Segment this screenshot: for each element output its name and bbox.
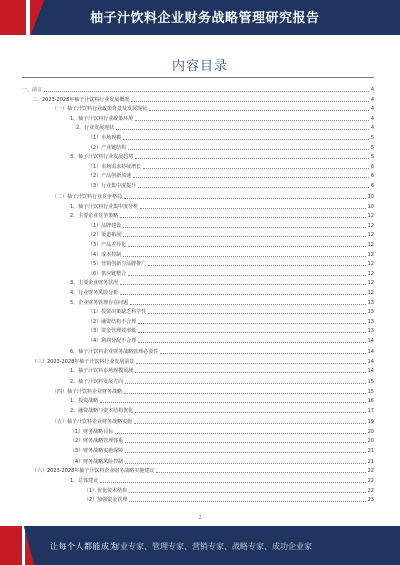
page-header xyxy=(0,0,400,35)
toc-entry[interactable] xyxy=(70,377,374,385)
toc-entry-title: 1、柚子汁饮料行业集中度分析 xyxy=(70,203,139,210)
toc-leader-dots xyxy=(120,294,365,295)
toc-leader-dots xyxy=(116,129,369,130)
toc-entry[interactable] xyxy=(70,114,374,122)
toc-entry-title: （1）优化资本结构 xyxy=(84,487,128,494)
toc-entry-title: （1）财务战略目标 xyxy=(70,428,114,435)
toc-entry-title: （2）融资结构不合理 xyxy=(88,318,137,325)
toc-entry-page: 21 xyxy=(367,447,374,454)
footer-tags: 行业专家、管理专家、营销专家、战略专家、成功企业家 xyxy=(112,542,312,551)
toc-entry[interactable] xyxy=(70,427,374,435)
toc-entry-title: （4）利润分配不合理 xyxy=(88,338,137,344)
toc-entry-title: 6、柚子汁饮料企业财务战略管理必要性 xyxy=(70,349,159,355)
toc-entry-page: 4 xyxy=(370,87,374,93)
toc-entry-title: （5）营销创新与品牌推广 xyxy=(88,261,147,268)
toc-entry-title: 2、柚子汁饮料发展方向 xyxy=(70,379,124,386)
toc-leader-dots xyxy=(125,452,365,453)
toc-leader-dots xyxy=(131,101,369,102)
toc-entry-page: 6 xyxy=(370,183,374,189)
toc-entry[interactable] xyxy=(70,288,374,296)
toc-entry-title: （3）产品差异化 xyxy=(88,242,127,248)
toc-entry[interactable] xyxy=(70,406,374,414)
toc-entry-page: 12 xyxy=(367,290,374,296)
toc-entry-title: 一、前言 xyxy=(22,87,43,93)
toc-entry-page: 4 xyxy=(370,115,374,122)
toc-entry[interactable] xyxy=(88,171,374,179)
toc-entry[interactable] xyxy=(88,143,374,151)
toc-leader-dots xyxy=(115,433,365,434)
toc-leader-dots xyxy=(125,383,365,384)
toc-entry-title: 二、2023-2028年柚子汁饮料行业发展概况 xyxy=(32,96,130,103)
toc-entry-title: （1）投资决策缺乏科学性 xyxy=(88,309,147,316)
toc-entry-title: （1）市场规模 xyxy=(88,135,122,141)
toc-entry-title: 3、主要企业财务状况 xyxy=(70,280,119,287)
toc-leader-dots xyxy=(120,217,365,218)
toc-entry-title: 2、融资战略与资本结构优化 xyxy=(70,408,134,414)
toc-leader-dots xyxy=(125,442,365,443)
toc-entry-title: 5、企业财务管理存在问题 xyxy=(70,299,129,306)
toc-entry[interactable] xyxy=(88,230,374,238)
toc-entry-page: 12 xyxy=(367,242,374,248)
toc-entry-page: 16 xyxy=(367,398,374,405)
toc-entry-title: （二）柚子汁饮料行业竞争格局 xyxy=(52,194,123,200)
toc-entry[interactable] xyxy=(32,95,374,103)
toc-entry[interactable] xyxy=(88,259,374,267)
toc-entry[interactable] xyxy=(70,457,374,465)
toc-entry-title: （六）2023-2028年柚子汁饮料企业财务战略实施建议 xyxy=(32,468,155,475)
toc-leader-dots xyxy=(138,332,365,333)
toc-entry-page: 22 xyxy=(367,478,374,484)
toc-entry[interactable] xyxy=(88,133,374,141)
toc-leader-dots xyxy=(128,149,369,150)
toc-leader-dots xyxy=(124,198,366,199)
toc-entry[interactable] xyxy=(32,357,374,365)
toc-entry-title: （2）财务战略管理体系 xyxy=(70,438,124,445)
toc-entry-page: 4 xyxy=(370,125,374,132)
toc-entry-title: 4、行业财务风险分析 xyxy=(70,290,119,296)
toc-entry[interactable] xyxy=(84,495,374,503)
toc-entry[interactable] xyxy=(88,181,374,189)
toc-entry-page: 22 xyxy=(367,468,374,475)
toc-entry-page: 13 xyxy=(367,328,374,335)
toc-entry-title: 2、主要企业竞争策略 xyxy=(70,213,119,220)
toc-entry-title: （1）品牌建设 xyxy=(88,222,122,229)
toc-leader-dots xyxy=(100,402,365,403)
toc-entry[interactable] xyxy=(88,221,374,229)
toc-entry-page: 17 xyxy=(367,408,374,414)
toc-entry-title: （3）财务战略实施保障 xyxy=(70,447,124,454)
toc-entry-page: 14 xyxy=(367,338,374,344)
toc-entry[interactable] xyxy=(88,240,374,248)
toc-entry[interactable] xyxy=(52,192,374,200)
toc-leader-dots xyxy=(160,353,365,354)
toc-entry-title: 1、柚子汁饮料行业政策环境 xyxy=(70,115,134,122)
toc-entry[interactable] xyxy=(76,123,374,131)
toc-divider xyxy=(22,77,374,78)
toc-leader-dots xyxy=(123,256,365,257)
toc-leader-dots xyxy=(148,313,365,314)
toc-entry-page: 22 xyxy=(367,487,374,494)
toc-entry-title: （一）柚子汁饮料行业政策背景及发展现状 xyxy=(52,106,148,113)
toc-entry-page: 19 xyxy=(367,419,374,425)
toc-entry[interactable] xyxy=(70,436,374,444)
toc-leader-dots xyxy=(156,472,365,473)
toc-entry-title: （2）加强资金管理 xyxy=(84,497,128,504)
page-number: 2 xyxy=(198,515,202,521)
toc-leader-dots xyxy=(120,284,365,285)
toc-entry[interactable] xyxy=(70,211,374,219)
toc-leader-dots xyxy=(123,236,365,237)
toc-entry-page: 12 xyxy=(367,270,374,277)
toc-entry[interactable] xyxy=(70,476,374,484)
toc-entry-page: 10 xyxy=(367,203,374,210)
toc-entry[interactable] xyxy=(88,317,374,325)
toc-leader-dots xyxy=(149,110,369,111)
toc-entry[interactable] xyxy=(70,446,374,454)
toc-entry[interactable] xyxy=(52,417,374,425)
toc-entry[interactable] xyxy=(70,202,374,210)
toc-leader-dots xyxy=(135,372,365,373)
toc-leader-dots xyxy=(128,246,365,247)
toc-entry-page: 15 xyxy=(367,388,374,395)
toc-entry[interactable] xyxy=(70,298,374,306)
toc-entry-page: 12 xyxy=(367,232,374,239)
toc-leader-dots xyxy=(148,265,365,266)
toc-entry[interactable] xyxy=(52,104,374,112)
toc-entry-page: 6 xyxy=(370,163,374,170)
toc-entry-page: 20 xyxy=(367,438,374,445)
toc-entry-title: 1、投资战略 xyxy=(70,398,99,405)
toc-entry-title: （五）柚子汁饮料企业财务战略实施 xyxy=(52,419,133,425)
footer-stripe-decoration xyxy=(0,526,34,565)
toc-entry-page: 14 xyxy=(367,358,374,365)
toc-entry[interactable] xyxy=(88,336,374,344)
toc-leader-dots xyxy=(44,91,369,92)
toc-leader-dots xyxy=(129,501,365,502)
toc-entry-page: 6 xyxy=(370,173,374,180)
toc-entry[interactable] xyxy=(70,152,374,160)
toc-leader-dots xyxy=(136,363,365,364)
toc-entry[interactable] xyxy=(70,366,374,374)
toc-entry[interactable] xyxy=(88,326,374,334)
header-stripe-decoration xyxy=(0,0,44,35)
toc-entry-page: 5 xyxy=(370,144,374,151)
toc-entry-page: 10 xyxy=(367,194,374,200)
toc-leader-dots xyxy=(124,393,366,394)
toc-entry-page: 12 xyxy=(367,222,374,229)
toc-leader-dots xyxy=(135,158,369,159)
toc-entry-page: 4 xyxy=(370,96,374,103)
toc-entry[interactable] xyxy=(88,250,374,258)
toc-entry-page: 13 xyxy=(367,309,374,316)
toc-entry[interactable] xyxy=(88,162,374,170)
toc-entry-title: 2、行业发展现状 xyxy=(76,125,115,132)
toc-entry-page: 12 xyxy=(367,251,374,258)
toc-entry-page: 4 xyxy=(370,106,374,113)
toc-leader-dots xyxy=(135,120,369,121)
report-title: 柚子汁饮料企业财务战略管理研究报告 xyxy=(90,11,320,26)
toc-entry-page: 15 xyxy=(367,379,374,386)
toc-leader-dots xyxy=(140,208,365,209)
toc-entry-page: 12 xyxy=(367,261,374,268)
toc-entry-title: 1、柚子汁饮料市场规模预测 xyxy=(70,368,134,375)
toc-leader-dots xyxy=(138,187,369,188)
toc-leader-dots xyxy=(123,227,365,228)
toc-entry-page: 5 xyxy=(370,135,374,141)
toc-leader-dots xyxy=(135,412,365,413)
toc-leader-dots xyxy=(125,463,365,464)
toc-entry-title: （三）2023-2028年柚子汁饮料行业发展前景 xyxy=(32,358,135,365)
toc-entry[interactable] xyxy=(52,387,374,395)
toc-leader-dots xyxy=(133,177,369,178)
toc-entry-page: 21 xyxy=(367,458,374,465)
toc-entry-title: （四）柚子汁饮料企业财务战略 xyxy=(52,388,123,395)
toc-entry-page: 13 xyxy=(367,318,374,325)
toc-heading: 内容目录 xyxy=(171,59,228,74)
toc-leader-dots xyxy=(100,482,365,483)
toc-entry-title: （4）成本控制 xyxy=(88,251,122,258)
toc-entry[interactable] xyxy=(70,396,374,404)
toc-leader-dots xyxy=(138,323,365,324)
page-footer xyxy=(0,526,400,565)
toc-leader-dots xyxy=(138,342,365,343)
toc-entry-title: （6）供应链整合 xyxy=(88,270,127,277)
toc-entry[interactable] xyxy=(84,486,374,494)
toc-entry[interactable] xyxy=(22,85,374,93)
toc-leader-dots xyxy=(143,168,369,169)
toc-leader-dots xyxy=(134,423,366,424)
toc-entry-title: （3）行业集中度提升 xyxy=(88,183,137,189)
toc-leader-dots xyxy=(123,139,369,140)
toc-entry-title: 3、柚子汁饮料行业发展趋势 xyxy=(70,154,134,161)
toc-entry-page: 5 xyxy=(370,154,374,161)
toc-entry[interactable] xyxy=(88,269,374,277)
toc-entry-title: （2）渠道拓展 xyxy=(88,232,122,239)
toc-entry-page: 23 xyxy=(367,497,374,504)
toc-entry[interactable] xyxy=(70,347,374,355)
toc-entry-page: 14 xyxy=(367,368,374,375)
toc-entry-page: 12 xyxy=(367,213,374,220)
toc-entry[interactable] xyxy=(70,278,374,286)
toc-entry-page: 12 xyxy=(367,280,374,287)
toc-entry-title: （3）资金管理效率低 xyxy=(88,328,137,335)
toc-entry[interactable] xyxy=(88,307,374,315)
toc-leader-dots xyxy=(129,492,365,493)
toc-leader-dots xyxy=(130,304,365,305)
toc-entry-page: 13 xyxy=(367,299,374,306)
toc-leader-dots xyxy=(128,275,365,276)
toc-entry-title: 1、总体建议 xyxy=(70,478,99,484)
toc-entry-title: （4）财务战略风险控制 xyxy=(70,458,124,465)
toc-entry-page: 14 xyxy=(367,349,374,355)
toc-entry-page: 20 xyxy=(367,428,374,435)
toc-entry[interactable] xyxy=(32,466,374,474)
toc-entry-title: （1）市场需求持续增长 xyxy=(88,163,142,170)
footer-slogan: 让每个人都能成为 xyxy=(50,542,118,551)
toc-entry-title: （2）产品创新加速 xyxy=(88,173,132,180)
toc-entry-title: （2）产业链结构 xyxy=(88,144,127,151)
